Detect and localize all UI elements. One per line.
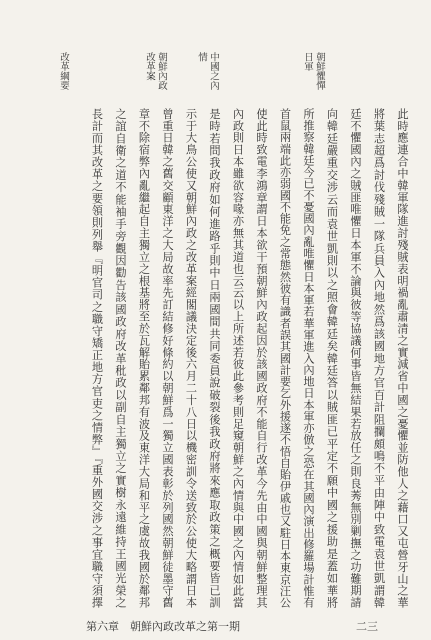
margin-note: 中國之內情: [196, 52, 219, 90]
margin-note: 朝鮮內政改革案: [144, 52, 167, 90]
page-number: 二三: [356, 620, 378, 633]
text-column: 長計而其改革之要領則列舉『明官司之職守矯正地方官吏之情弊』『重外國交涉之事宜職守須擇: [90, 108, 104, 608]
text-column: 使此時致電李鴻章謂日本欲干預朝鮮內政起因於該國政府不能自行改革今先由中國與朝鮮整理其: [255, 108, 268, 608]
margin-note: 改革綱要: [58, 52, 69, 90]
text-column: 是時若問我政府如何進路乎則中日兩國間共同委員說破裂後我政府將來應取政策之概要皆已訓: [208, 108, 221, 608]
text-column: 首鼠兩端此亦弱國不能免之常態然彼有識者誤其國計要乞外援遂不悟自貽伊戚也又駐日本東京汪公: [278, 108, 292, 608]
text-column: 所推察韓廷今已不憂國內亂唯懼日本軍若華軍進入內地日本軍亦倣之恐在其國內演出修羅場計惟有: [302, 108, 315, 608]
text-column: 章不除宿弊內亂繼起自主獨立之根基將至於瓦解貽累鄰邦有波及東洋大局和平之虞故我國於鄰邦: [137, 108, 151, 608]
body-text: [85, 108, 414, 608]
text-column: 之誼自衛之道不能袖手旁觀因勸告該國政府改革秕政以副自主獨立之實樹永遠維持王國光榮之: [114, 108, 127, 608]
text-column: 示于大鳥公使又朝鮮內政之改革案經閣議決定後六月二十八日以機密訓令送致於公使大略謂日本: [184, 108, 198, 608]
text-column: 曾重日韓之舊交顧東洋之大局故率先訂結修好條約以朝鮮爲一獨立國表彰於列國然朝鮮徒墨守舊: [161, 108, 174, 608]
text-column: 廷不懼國內之賊匪唯懼日本軍不論與彼等協議何事皆無結果若放任之則良莠無別剿撫之功難期請: [349, 108, 362, 608]
text-column: 此時應連合中韓軍隊進討殘賊表明禍亂肅清之實減省中國之憂懼並防他人之藉口又屯營牙山之華: [396, 108, 409, 608]
text-column: 將葉志超爲討伐殘賊一隊兵員入內地然爲該國地方官百計阻攔頗鳴不平由陣中致電袁世凱謂韓: [372, 108, 386, 608]
margin-note: 朝鮮懼憚日軍: [302, 52, 325, 90]
text-column: 內政則日本雖欲容喙亦無其道也云云以上所述若彼此參考則足窺朝鮮之內情與中國之內情如此當: [231, 108, 245, 608]
text-column: 向韓廷嚴重交涉云而袁世凱則以之照會韓廷矣韓廷答以賊匪已平定不願中國之援助是蓋如華將: [325, 108, 339, 608]
chapter-footer: 第六章 朝鮮內政改革之第一期: [86, 620, 240, 633]
